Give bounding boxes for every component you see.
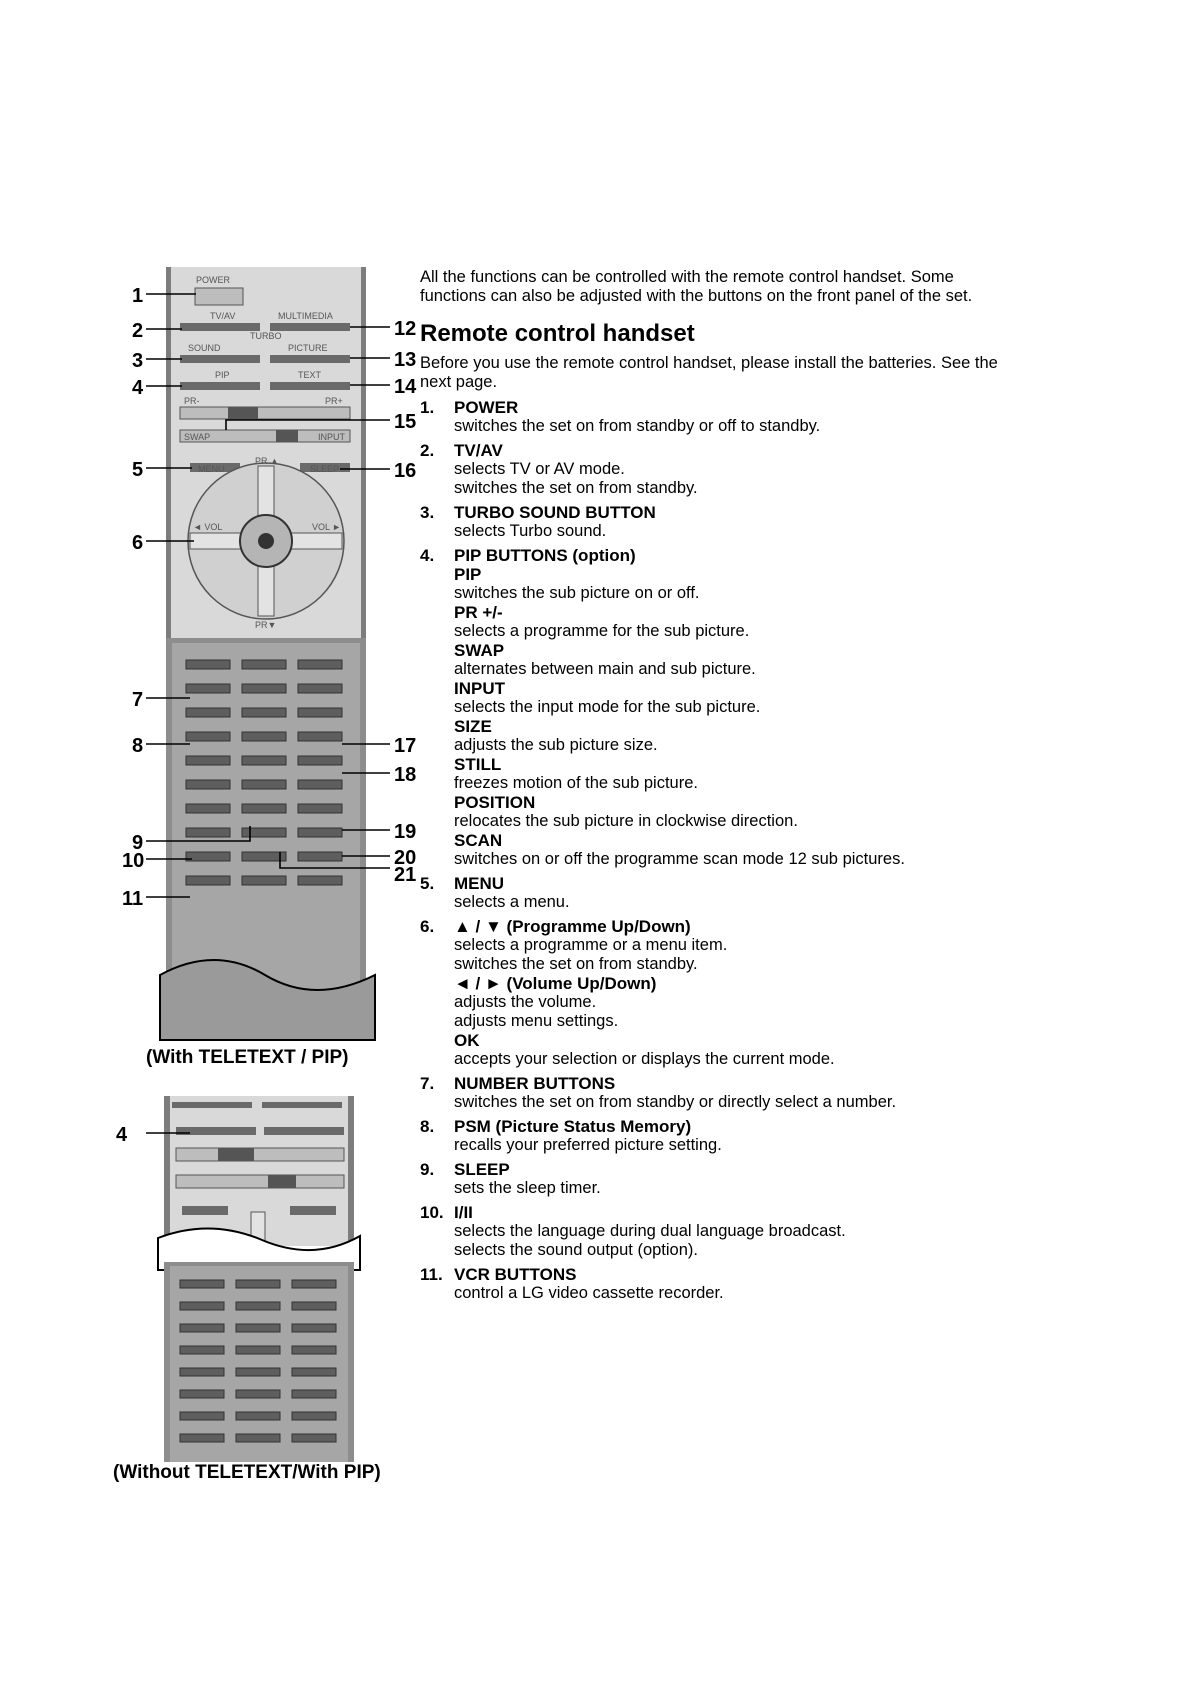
keypad-button — [236, 1434, 280, 1442]
vol-right-label: VOL ► — [312, 522, 342, 532]
function-item-line: selects the sound output (option). — [454, 1241, 698, 1259]
callout-18: 18 — [394, 764, 417, 786]
function-item-line: selects Turbo sound. — [454, 522, 607, 540]
multimedia-button-label: MULTIMEDIA — [278, 311, 333, 321]
function-item-number: 8. — [420, 1117, 435, 1136]
keypad-button — [180, 1346, 224, 1354]
keypad-button — [298, 732, 342, 741]
function-item-line: selects a programme or a menu item. — [454, 936, 728, 954]
callout-9: 9 — [132, 832, 144, 854]
callout-4: 4 — [132, 377, 144, 399]
callout-13: 13 — [394, 349, 417, 371]
function-item-body — [454, 893, 1020, 912]
function-item-line: switches the set on from standby or directly select a number. — [454, 1093, 897, 1111]
function-item-number: 1. — [420, 398, 435, 417]
pip-button — [180, 382, 260, 390]
keypad-button — [292, 1390, 336, 1398]
function-item-number: 3. — [420, 503, 435, 522]
function-item-body — [454, 522, 1020, 541]
function-item — [420, 546, 1020, 869]
callout-7: 7 — [132, 689, 144, 711]
bottom-picture-button — [262, 1102, 342, 1108]
function-item-title: TURBO SOUND BUTTON — [454, 503, 656, 522]
function-item — [420, 441, 1020, 498]
input-label: INPUT — [318, 432, 345, 442]
keypad-button — [242, 828, 286, 837]
keypad-button — [180, 1302, 224, 1310]
function-item-line: switches the set on from standby. — [454, 955, 698, 973]
sub-function-title: OK — [454, 1031, 480, 1050]
keypad-button — [298, 876, 342, 885]
sub-function-title: PIP — [454, 565, 482, 584]
callout-1: 1 — [132, 285, 144, 307]
keypad-button — [292, 1412, 336, 1420]
callout-5: 5 — [132, 459, 144, 481]
keypad-button — [236, 1346, 280, 1354]
bottom-pr-pip-center — [218, 1148, 254, 1161]
tvav-button-label: TV/AV — [210, 311, 236, 321]
keypad-button — [298, 852, 342, 861]
menu-button-label: MENU — [198, 464, 225, 474]
keypad-button — [242, 708, 286, 717]
function-item-body — [454, 1136, 1020, 1155]
figure-caption-top: (With TELETEXT / PIP) — [146, 1047, 349, 1068]
function-item-title: MENU — [454, 874, 505, 893]
function-item-line: switches the set on from standby or off to standby. — [454, 417, 821, 435]
function-item-title: NUMBER BUTTONS — [454, 1074, 616, 1093]
function-item — [420, 1160, 1020, 1198]
function-item-body — [454, 1284, 1020, 1303]
sub-function-title: SCAN — [454, 831, 503, 850]
sub-function-title: PR +/- — [454, 603, 503, 622]
keypad-button — [242, 876, 286, 885]
function-item-head — [420, 398, 1020, 417]
keypad-button — [186, 876, 230, 885]
sub-function-line: adjusts the sub picture size. — [454, 736, 658, 754]
remote-bottom — [158, 1096, 360, 1462]
keypad-button — [180, 1280, 224, 1288]
tvav-button — [180, 323, 260, 331]
keypad-button — [186, 804, 230, 813]
swap-input-center — [276, 430, 298, 442]
callout-8: 8 — [132, 735, 144, 757]
function-item-body — [454, 417, 1020, 436]
bottom-pip-button — [176, 1127, 256, 1135]
keypad-button — [180, 1390, 224, 1398]
sound-button — [180, 355, 260, 363]
sub-function-line: alternates between main and sub picture. — [454, 660, 756, 678]
function-item-body — [454, 565, 1020, 869]
swap-label: SWAP — [184, 432, 211, 442]
keypad-button — [298, 780, 342, 789]
keypad-button — [242, 756, 286, 765]
function-list — [420, 398, 1020, 1303]
function-item-title: PIP BUTTONS (option) — [454, 546, 636, 565]
keypad-button — [242, 684, 286, 693]
bottom-menu-button — [182, 1206, 228, 1215]
function-item-title: I/II — [454, 1203, 473, 1222]
function-item-number: 11. — [420, 1265, 443, 1284]
keypad-button — [186, 732, 230, 741]
function-item — [420, 917, 1020, 1069]
keypad-button — [242, 804, 286, 813]
callout-3: 3 — [132, 350, 144, 372]
text-button-label: TEXT — [298, 370, 322, 380]
function-item — [420, 503, 1020, 541]
bottom-swap-input-center — [268, 1175, 296, 1188]
function-item-line: selects TV or AV mode. — [454, 460, 625, 478]
bottom-sound-button — [172, 1102, 252, 1108]
vol-left-label: ◄ VOL — [193, 522, 223, 532]
function-item-body — [454, 1179, 1020, 1198]
function-item-head — [420, 546, 1020, 565]
callout-4-bottom: 4 — [116, 1124, 128, 1146]
function-item-head — [420, 1074, 1020, 1093]
function-item-title: POWER — [454, 398, 519, 417]
pr-pip-buttons-center — [228, 407, 258, 419]
sub-function-title: STILL — [454, 755, 502, 774]
function-item — [420, 1117, 1020, 1155]
keypad-button — [180, 1368, 224, 1376]
multimedia-button — [270, 323, 350, 331]
keypad-button — [180, 1412, 224, 1420]
keypad-button — [236, 1368, 280, 1376]
keypad-button — [180, 1324, 224, 1332]
keypad-button — [186, 852, 230, 861]
remote-control-figure — [0, 0, 420, 1500]
function-item-line: recalls your preferred picture setting. — [454, 1136, 722, 1154]
callout-17: 17 — [394, 735, 417, 757]
callout-16: 16 — [394, 460, 417, 482]
callout-2: 2 — [132, 320, 144, 342]
function-item-head — [420, 1160, 1020, 1179]
function-item — [420, 1265, 1020, 1303]
figure-caption-bottom: (Without TELETEXT/With PIP) — [113, 1462, 381, 1483]
sub-function-line: switches on or off the programme scan mode 12 sub pictures. — [454, 850, 905, 868]
pip-button-label: PIP — [215, 370, 230, 380]
function-item-number: 7. — [420, 1074, 435, 1093]
sub-function-line: accepts your selection or displays the current mode. — [454, 1050, 835, 1068]
function-item-head — [420, 503, 1020, 522]
function-item-head — [420, 1203, 1020, 1222]
keypad-button — [236, 1412, 280, 1420]
picture-button — [270, 355, 350, 363]
sub-function-line: adjusts the volume. — [454, 993, 597, 1011]
keypad-button — [186, 756, 230, 765]
sub-function-line: adjusts menu settings. — [454, 1012, 619, 1030]
prminus-label: PR- — [184, 396, 200, 406]
keypad-button — [180, 1434, 224, 1442]
section-title: Remote control handset — [420, 320, 695, 347]
function-item-line: switches the set on from standby. — [454, 479, 698, 497]
keypad-button — [292, 1280, 336, 1288]
function-item-head — [420, 917, 1020, 936]
callout-11: 11 — [122, 888, 144, 910]
keypad-button — [298, 804, 342, 813]
keypad-button — [298, 828, 342, 837]
keypad-button — [242, 732, 286, 741]
function-item-number: 6. — [420, 917, 435, 936]
function-item-line: sets the sleep timer. — [454, 1179, 601, 1197]
callout-19: 19 — [394, 821, 417, 843]
callout-21: 21 — [394, 864, 417, 886]
callout-15: 15 — [394, 411, 417, 433]
description-column — [420, 268, 1020, 1308]
picture-button-label: PICTURE — [288, 343, 328, 353]
function-item-line: selects the language during dual language broadcast. — [454, 1222, 846, 1240]
callout-20: 20 — [394, 847, 417, 869]
function-item-title: SLEEP — [454, 1160, 510, 1179]
function-item-number: 10. — [420, 1203, 444, 1222]
keypad-button — [292, 1368, 336, 1376]
keypad-button — [236, 1302, 280, 1310]
function-item — [420, 874, 1020, 912]
function-item-number: 4. — [420, 546, 435, 565]
sub-function-line: selects the input mode for the sub picture. — [454, 698, 761, 716]
function-item-body — [454, 1222, 1020, 1260]
keypad-button — [236, 1390, 280, 1398]
intro-paragraph: All the functions can be controlled with the remote control handset. Some functions can also be adjusted with the buttons on the front panel of the set. — [420, 268, 973, 305]
sub-function-title: POSITION — [454, 793, 536, 812]
callout-12: 12 — [394, 318, 417, 340]
power-button-label: POWER — [196, 275, 231, 285]
keypad-button — [186, 708, 230, 717]
keypad-button — [186, 780, 230, 789]
bottom-next-button — [290, 1206, 336, 1215]
keypad-button — [236, 1324, 280, 1332]
prplus-label: PR+ — [325, 396, 343, 406]
sleep-button-label: SLEEP — [310, 464, 340, 474]
section-intro: Before you use the remote control handset, please install the batteries. See the next page. — [420, 354, 998, 391]
keypad-button — [186, 660, 230, 669]
function-item-title: PSM (Picture Status Memory) — [454, 1117, 692, 1136]
turbo-label: TURBO — [250, 331, 282, 341]
keypad-button — [298, 756, 342, 765]
keypad-button — [186, 828, 230, 837]
sub-function-line: freezes motion of the sub picture. — [454, 774, 698, 792]
bottom-still-button — [264, 1127, 344, 1135]
keypad-button — [236, 1280, 280, 1288]
function-item-title: TV/AV — [454, 441, 503, 460]
power-button — [195, 288, 243, 305]
pr-down-label: PR▼ — [255, 620, 277, 630]
sub-function-title: SWAP — [454, 641, 505, 660]
keypad-button — [292, 1346, 336, 1354]
function-item-body — [454, 1093, 1020, 1112]
keypad-button — [186, 684, 230, 693]
sub-function-title: ◄ / ► (Volume Up/Down) — [454, 974, 657, 993]
keypad-button — [292, 1434, 336, 1442]
callout-10: 10 — [122, 850, 145, 872]
bottom-swap-input-buttons — [176, 1175, 344, 1188]
function-item-head — [420, 441, 1020, 460]
function-item-title: VCR BUTTONS — [454, 1265, 577, 1284]
keypad-button — [292, 1324, 336, 1332]
callout-14: 14 — [394, 376, 417, 398]
remote-bottom-keypad-area — [170, 1266, 348, 1462]
text-button — [270, 382, 350, 390]
function-item — [420, 1203, 1020, 1260]
function-item-body — [454, 936, 1020, 1069]
function-item — [420, 1074, 1020, 1112]
keypad-button — [242, 780, 286, 789]
pr-pip-buttons — [180, 407, 350, 419]
sub-function-title: SIZE — [454, 717, 492, 736]
keypad-button — [292, 1302, 336, 1310]
keypad-button — [298, 660, 342, 669]
function-item-head — [420, 1265, 1020, 1284]
sub-function-line: relocates the sub picture in clockwise direction. — [454, 812, 798, 830]
keypad-button — [242, 660, 286, 669]
function-item-line: control a LG video cassette recorder. — [454, 1284, 724, 1302]
keypad-button — [298, 708, 342, 717]
pr-up-label: PR ▲ — [255, 456, 279, 466]
function-item-number: 9. — [420, 1160, 435, 1179]
remote-top-keypad-area — [172, 643, 360, 993]
ok-button — [258, 533, 274, 549]
sound-button-label: SOUND — [188, 343, 221, 353]
function-item-number: 5. — [420, 874, 435, 893]
function-item-head — [420, 874, 1020, 893]
function-item-number: 2. — [420, 441, 435, 460]
sub-function-line: switches the sub picture on or off. — [454, 584, 700, 602]
callout-6: 6 — [132, 532, 144, 554]
function-item-line: selects a menu. — [454, 893, 570, 911]
sub-function-line: selects a programme for the sub picture. — [454, 622, 750, 640]
function-item — [420, 398, 1020, 436]
sub-function-title: INPUT — [454, 679, 505, 698]
function-item-body — [454, 460, 1020, 498]
function-item-head — [420, 1117, 1020, 1136]
bottom-pr-pip-buttons — [176, 1148, 344, 1161]
remote-top — [160, 267, 375, 1040]
function-item-title: ▲ / ▼ (Programme Up/Down) — [454, 917, 691, 936]
keypad-button — [298, 684, 342, 693]
